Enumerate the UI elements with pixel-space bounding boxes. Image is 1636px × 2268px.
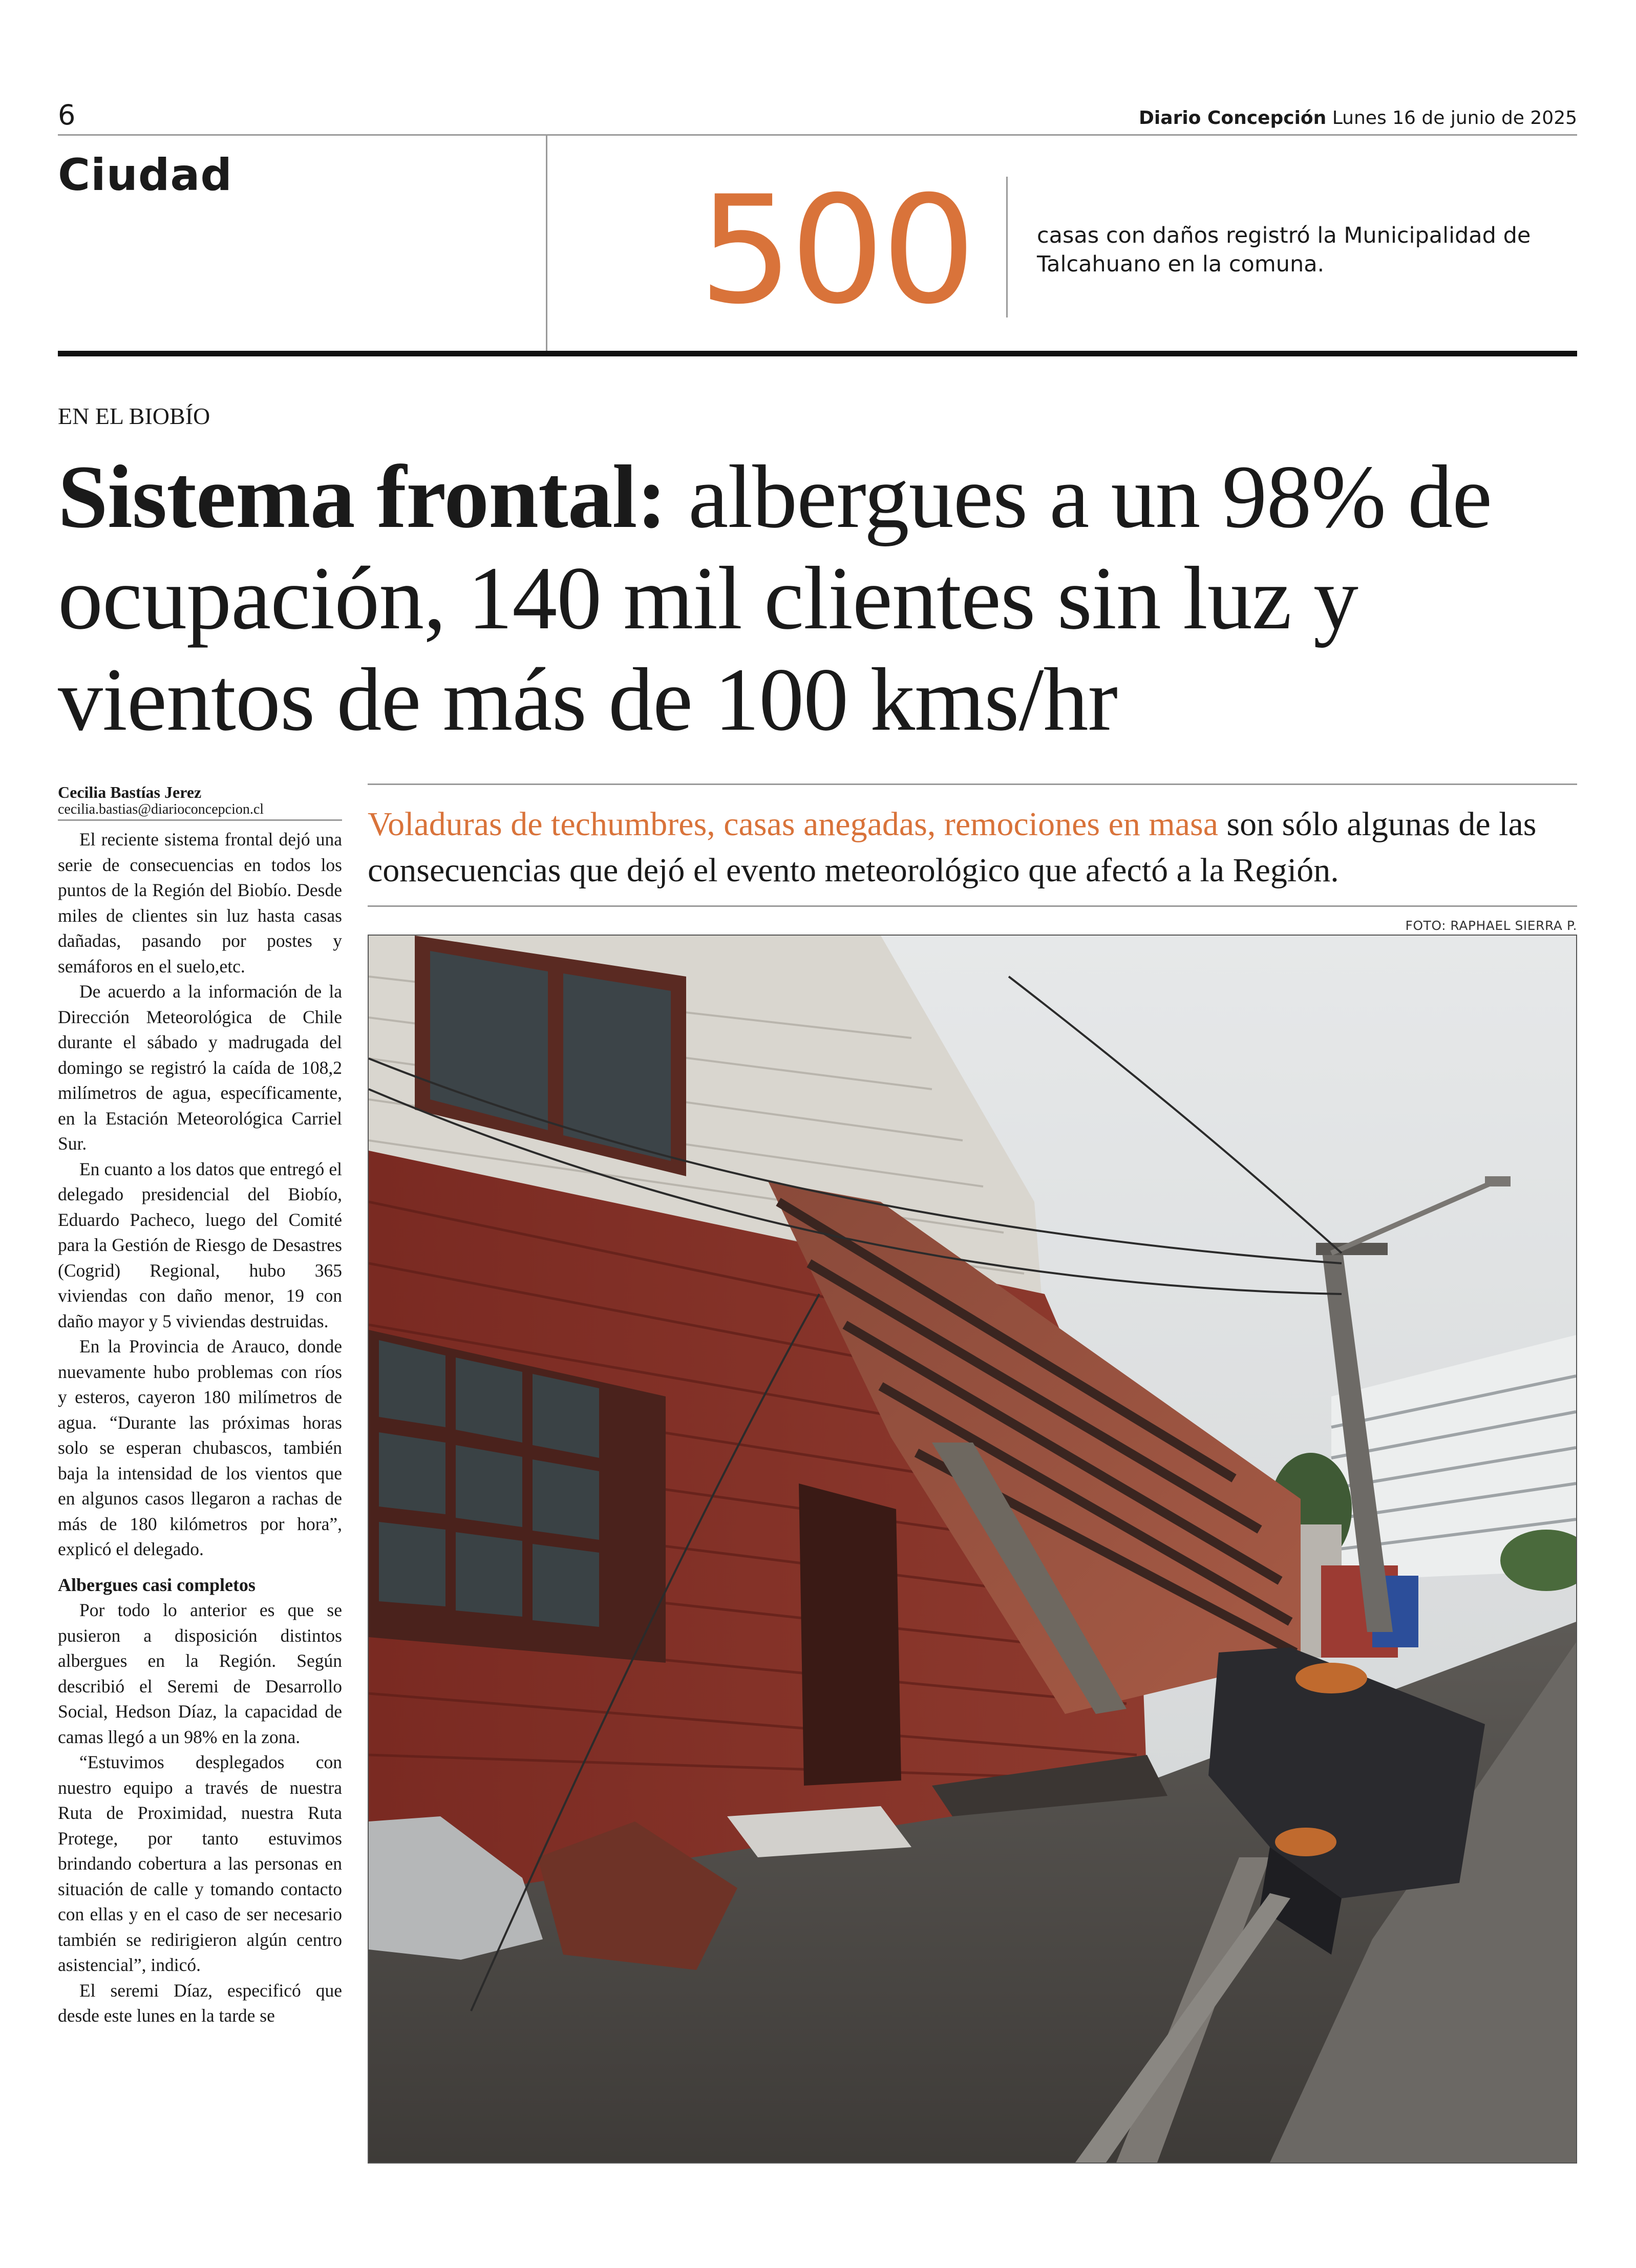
deck (368, 801, 1577, 894)
byline-rule (58, 819, 342, 821)
highlight-divider (1006, 177, 1008, 317)
section-label: Ciudad (58, 150, 232, 201)
article-body (58, 827, 342, 2029)
news-photo (368, 935, 1577, 2164)
deck-highlight: Voladuras de techumbres, casas anegadas, remociones en masa (368, 806, 1218, 843)
deck-rule-top (368, 783, 1577, 785)
article-paragraph: En la Provincia de Arauco, donde nuevamente hubo problemas con ríos y esteros, cayeron 180 milímetros de agua. “Durante las próximas horas solo se esperan chubascos, también baja la intensidad de los vientos que en algunos casos llegaron a rachas de más de 180 kilómetros por hora”, explicó el delegado. (58, 1336, 342, 1559)
article-subheading: Albergues casi completos (58, 1574, 256, 1595)
masthead (1139, 107, 1577, 130)
deck-text: son sólo algunas de las consecuencias que dejó el evento meteorológico que afectó a la Región. (368, 806, 1537, 889)
publication-name: Diario Concepción (1139, 108, 1327, 129)
page-number: 6 (58, 99, 76, 131)
article-paragraph: El seremi Díaz, especificó que desde este lunes en la tarde se (58, 1980, 342, 2026)
header-thick-rule (58, 351, 1577, 356)
article-paragraph: “Estuvimos desplegados con nuestro equipo a través de nuestra Ruta de Proximidad, nuestra Ruta Protege, por tanto estuvimos brindando cobertura a las personas en situación de calle y tomando contacto con ellas y en el caso de ser necesario también se redirigieron algún centro asistencial”, indicó. (58, 1752, 342, 1975)
article-paragraph: De acuerdo a la información de la Dirección Meteorológica de Chile durante el sábado y madrugada del domingo se registró la caída de 108,2 milímetros de agua, específicamente, en la Estación Meteorológica Carriel Sur. (58, 981, 342, 1154)
headline-bold: Sistema frontal: (58, 447, 667, 547)
photo-credit: FOTO: RAPHAEL SIERRA P. (1405, 918, 1577, 933)
deck-rule-bottom (368, 905, 1577, 907)
headline (58, 447, 1594, 751)
byline-author: Cecilia Bastías Jerez (58, 783, 202, 801)
byline-email: cecilia.bastias@diarioconcepcion.cl (58, 801, 264, 817)
headline-rest: albergues a un 98% de ocupación, 140 mil clientes sin luz y vientos de más de 100 kms/hr (58, 447, 1492, 750)
kicker: EN EL BIOBÍO (58, 403, 210, 429)
article-paragraph: En cuanto a los datos que entregó el delegado presidencial del Biobío, Eduardo Pacheco, luego del Comité para la Gestión de Riesgo de Desastres (Cogrid) Regional, hubo 365 viviendas con daño menor, 19 con daño mayor y 5 viviendas destruidas. (58, 1158, 342, 1331)
publication-date: Lunes 16 de junio de 2025 (1332, 108, 1577, 129)
top-rule (58, 134, 1577, 136)
highlight-caption: casas con daños registró la Municipalidad de Talcahuano en la comuna. (1037, 223, 1531, 277)
article-paragraph: Por todo lo anterior es que se pusieron a disposición distintos albergues en la Región. Según describió el Seremi de Desarrollo Social, Hedson Díaz, la capacidad de camas llegó a un 98% en la zona. (58, 1600, 342, 1747)
article-paragraph: El reciente sistema frontal dejó una serie de consecuencias en todos los puntos de la Región del Biobío. Desde miles de clientes sin luz hasta casas dañadas, pasando por postes y semáforos en el suelo,etc. (58, 829, 342, 977)
header-divider (546, 136, 547, 351)
highlight-number: 500 (698, 164, 973, 337)
storm-damage-photo (369, 936, 1576, 2163)
